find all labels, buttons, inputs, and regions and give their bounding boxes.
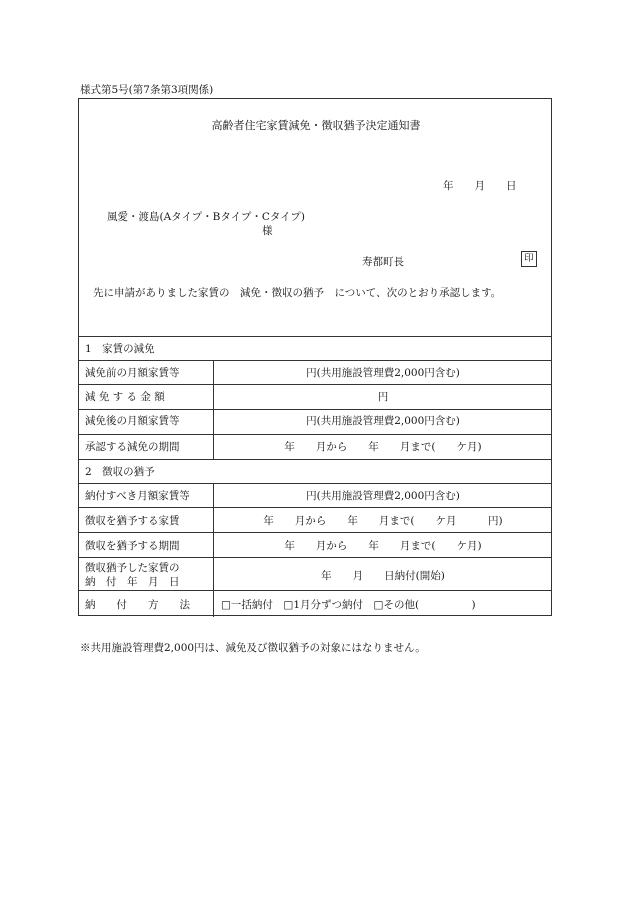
row-label: 納 付 方 法 xyxy=(85,599,190,611)
row-value: 年 月 日納付(開始) xyxy=(321,570,445,582)
column-divider xyxy=(213,483,214,617)
document-title: 高齢者住宅家賃減免・徴収猶予決定通知書 xyxy=(211,119,421,132)
row-label: 減 免 す る 金 額 xyxy=(85,391,165,403)
payment-method-options: □一括納付 □1月分ずつ納付 □その他( ) xyxy=(221,599,476,611)
row-label: 減免後の月額家賃等 xyxy=(85,415,180,427)
form-number-label: 様式第5号(第7条第3項関係) xyxy=(80,84,214,96)
row-label: 徴収猶予した家賃の xyxy=(85,562,180,574)
footnote: ※共用施設管理費2,000円は、減免及び徴収猶予の対象にはなりません。 xyxy=(80,642,426,654)
divider xyxy=(79,459,551,460)
divider xyxy=(79,507,551,508)
approval-statement: 先に申請がありました家賃の 減免・徴収の猶予 について、次のとおり承認します。 xyxy=(93,287,502,299)
section2-heading: 2 徴収の猶予 xyxy=(85,466,155,478)
row-value: 年 月から 年 月まで( ケ月 円) xyxy=(263,515,503,527)
divider xyxy=(79,483,551,484)
divider xyxy=(79,434,551,435)
row-label: 納 付 年 月 日 xyxy=(85,576,180,588)
issuer-name: 寿都町長 xyxy=(362,256,404,268)
divider xyxy=(79,590,551,591)
divider xyxy=(79,532,551,533)
row-value: 円(共用施設管理費2,000円含む) xyxy=(306,415,460,427)
row-value: 円 xyxy=(377,391,389,403)
divider xyxy=(79,384,551,385)
section1-heading: 1 家賃の減免 xyxy=(85,343,155,355)
date-line: 年 月 日 xyxy=(443,180,517,192)
divider xyxy=(79,336,551,337)
row-value: 年 月から 年 月まで( ケ月) xyxy=(284,540,482,552)
row-value: 年 月から 年 月まで( ケ月) xyxy=(284,441,482,453)
row-label: 減免前の月額家賃等 xyxy=(85,367,180,379)
divider xyxy=(79,409,551,410)
row-label: 納付すべき月額家賃等 xyxy=(85,490,190,502)
notice-frame xyxy=(78,98,552,616)
divider xyxy=(79,360,551,361)
divider xyxy=(79,557,551,558)
column-divider xyxy=(213,360,214,460)
honorific: 様 xyxy=(262,225,273,237)
row-value: 円(共用施設管理費2,000円含む) xyxy=(306,490,460,502)
row-label: 徴収を猶予する期間 xyxy=(85,540,180,552)
row-label: 承認する減免の期間 xyxy=(85,441,180,453)
row-value: 円(共用施設管理費2,000円含む) xyxy=(306,367,460,379)
row-label: 徴収を猶予する家賃 xyxy=(85,515,180,527)
seal-mark: 印 xyxy=(521,251,537,267)
addressee: 風愛・渡島(Aタイプ・Bタイプ・Cタイプ) xyxy=(107,211,305,223)
